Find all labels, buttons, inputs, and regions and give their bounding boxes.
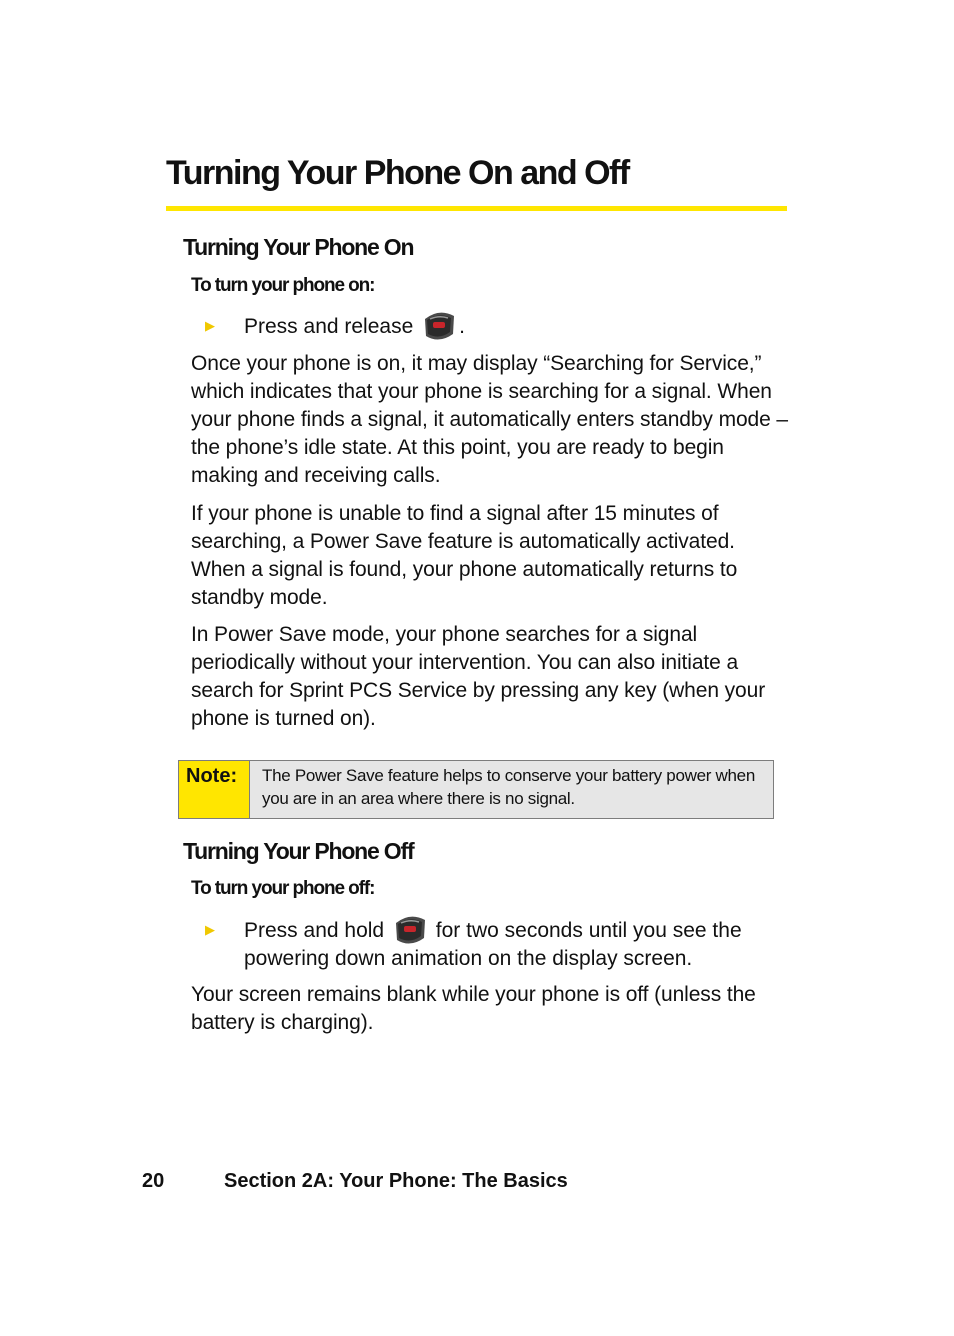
step-turn-off-text: Press and hold [244,919,385,942]
footer-section-title: Section 2A: Your Phone: The Basics [224,1170,568,1192]
step-turn-on-text: Press and release [244,315,414,338]
heading-turning-on: Turning Your Phone On [183,234,414,260]
paragraph-screen-blank: Your screen remains blank while your phone is off (unless the battery is charging). [191,983,756,1034]
triangle-bullet-icon: ▶ [205,318,215,333]
subheading-turn-on: To turn your phone on: [191,275,375,296]
end-power-key-icon [421,311,457,341]
step-turn-off-continuation: for two seconds until you see the powering down animation on the display screen. [244,919,742,970]
end-power-key-icon [392,915,428,945]
paragraph-searching: Once your phone is on, it may display “Searching for Service,” which indicates that your phone is searching for a signal. When your phone finds a signal, it automatically enters standby mode – the phone’s idle state. At this point, you are ready to begin making and receiving calls. [191,352,789,487]
subheading-turn-off: To turn your phone off: [191,878,375,899]
paragraph-power-save-mode: In Power Save mode, your phone searches for a signal periodically without your intervention. You can also initiate a search for Sprint PCS Service by pressing any key (when your phone is turned on). [191,623,766,730]
note-text: The Power Save feature helps to conserve your battery power when you are in an area where there is no signal. [262,766,755,808]
step-turn-on [205,311,785,341]
page-footer [142,1170,568,1193]
heading-turning-off: Turning Your Phone Off [183,838,414,864]
paragraph-power-save: If your phone is unable to find a signal after 15 minutes of searching, a Power Save feature is automatically activated. When a signal is found, your phone automatically returns to standby mode. [191,502,738,609]
title-underline [166,206,787,211]
step-turn-on-period: . [459,315,465,338]
page-number: 20 [142,1170,165,1192]
step-turn-off [205,915,785,973]
triangle-bullet-icon: ▶ [205,922,215,937]
note-box [178,760,774,819]
note-label: Note: [179,761,250,818]
page-title: Turning Your Phone On and Off [166,154,629,192]
